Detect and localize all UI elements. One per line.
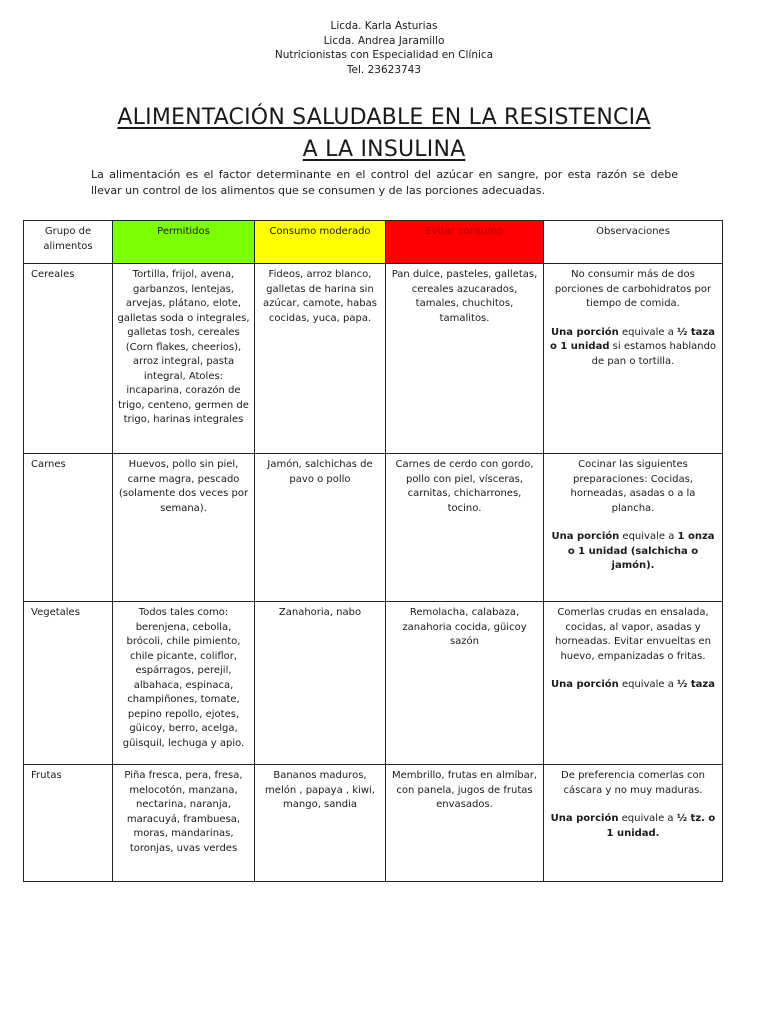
observaciones-cell xyxy=(544,454,723,602)
moderado-cell: Bananos maduros, melón , papaya , kiwi, mango, sandia xyxy=(255,765,386,882)
portion-connector: equivale a xyxy=(618,679,678,690)
portion-amount: ½ taza o 1 unidad xyxy=(549,326,715,352)
permitidos-cell: Tortilla, frijol, avena, garbanzos, lentejas, arvejas, plátano, elote, galletas soda o integrales, galletas tosh, cereales (Corn flakes, cheerios), arroz integral, pasta integral, Atoles: incaparina, corazón de trigo, centeno, germen de trigo, harinas integrales xyxy=(113,264,255,454)
title-line: A LA INSULINA xyxy=(302,137,466,162)
observaciones-cell xyxy=(544,765,723,882)
observaciones-cell xyxy=(544,602,723,765)
permitidos-cell: Piña fresca, pera, fresa, melocotón, manzana, nectarina, naranja, maracuyá, frambuesa, moras, mandarinas, toronjas, uvas verdes xyxy=(113,765,255,882)
observation-text: Comerlas crudas en ensalada, cocidas, al vapor, asadas y horneadas. Evitar envueltas en huevo, empanizadas o fritas. xyxy=(554,607,711,662)
group-cell: Carnes xyxy=(24,454,113,602)
permitidos-cell: Huevos, pollo sin piel, carne magra, pescado (solamente dos veces por semana). xyxy=(113,454,255,602)
evitar-cell: Pan dulce, pasteles, galletas, cereales azucarados, tamales, chuchitos, tamalitos. xyxy=(386,264,544,454)
portion-amount: ½ tz. o 1 unidad. xyxy=(606,813,716,839)
observation-text: De preferencia comerlas con cáscara y no muy maduras. xyxy=(561,770,705,796)
portion-label: Una porción xyxy=(551,531,620,542)
food-table xyxy=(23,220,723,882)
portion-note xyxy=(548,530,718,574)
permitidos-cell: Todos tales como: berenjena, cebolla, brócoli, chile pimiento, chile picante, coliflor, espárragos, perejil, albahaca, espinaca, champiñones, tomate, pepino repollo, ejotes, güicoy, berro, acelga, güisquil, lechuga y apio. xyxy=(113,602,255,765)
page-title xyxy=(40,102,728,166)
portion-note xyxy=(548,678,718,693)
portion-note xyxy=(548,812,718,841)
observation-text: Cocinar las siguientes preparaciones: Cocidas, horneadas, asadas o a la plancha. xyxy=(570,459,696,514)
evitar-cell: Membrillo, frutas en almíbar, con panela, jugos de frutas envasados. xyxy=(386,765,544,882)
group-cell: Vegetales xyxy=(24,602,113,765)
evitar-cell: Carnes de cerdo con gordo, pollo con piel, vísceras, carnitas, chicharrones, tocino. xyxy=(386,454,544,602)
intro-paragraph: La alimentación es el factor determinante en el control del azúcar en sangre, por esta razón se debe llevar un control de los alimentos que se consumen y de las porciones adecuadas. xyxy=(91,168,678,197)
portion-label: Una porción xyxy=(551,679,619,690)
portion-tail: si estamos hablando de pan o tortilla. xyxy=(591,341,717,367)
moderado-cell: Zanahoria, nabo xyxy=(255,602,386,765)
author-line: Licda. Karla Asturias xyxy=(330,20,438,32)
evitar-cell: Remolacha, calabaza, zanahoria cocida, güicoy sazón xyxy=(386,602,544,765)
header-consumo-moderado: Consumo moderado xyxy=(255,221,386,264)
phone-line: Tel. 23623743 xyxy=(346,63,422,76)
observaciones-cell xyxy=(544,264,723,454)
header-observaciones: Observaciones xyxy=(544,221,723,264)
table-row xyxy=(24,454,723,602)
portion-connector: equivale a xyxy=(618,813,677,824)
moderado-cell: Fideos, arroz blanco, galletas de harina sin azúcar, camote, habas cocidas, yuca, papa. xyxy=(255,264,386,454)
header-permitidos: Permitidos xyxy=(113,221,255,264)
header-evitar-consumo: Evitar consumo xyxy=(386,221,544,264)
specialty-line: Nutricionistas con Especialidad en Clínica xyxy=(274,49,494,61)
moderado-cell: Jamón, salchichas de pavo o pollo xyxy=(255,454,386,602)
table-row xyxy=(24,765,723,882)
author-line: Licda. Andrea Jaramillo xyxy=(323,34,445,47)
group-cell: Frutas xyxy=(24,765,113,882)
portion-amount: 1 onza o 1 unidad (salchicha o jamón). xyxy=(567,531,715,571)
title-line: ALIMENTACIÓN SALUDABLE EN LA RESISTENCIA xyxy=(117,105,651,130)
portion-amount: ½ taza xyxy=(677,679,715,690)
table-row xyxy=(24,602,723,765)
author-header xyxy=(0,19,768,77)
table-header-row xyxy=(24,221,723,264)
portion-connector: equivale a xyxy=(619,531,678,542)
portion-connector: equivale a xyxy=(618,326,678,338)
group-cell: Cereales xyxy=(24,264,113,454)
header-group: Grupo de alimentos xyxy=(24,221,113,264)
portion-label: Una porción xyxy=(551,326,619,338)
table-row xyxy=(24,264,723,454)
portion-label: Una porción xyxy=(550,813,619,824)
observation-text: No consumir más de dos porciones de carbohidratos por tiempo de comida. xyxy=(554,269,712,309)
portion-note xyxy=(548,326,718,370)
